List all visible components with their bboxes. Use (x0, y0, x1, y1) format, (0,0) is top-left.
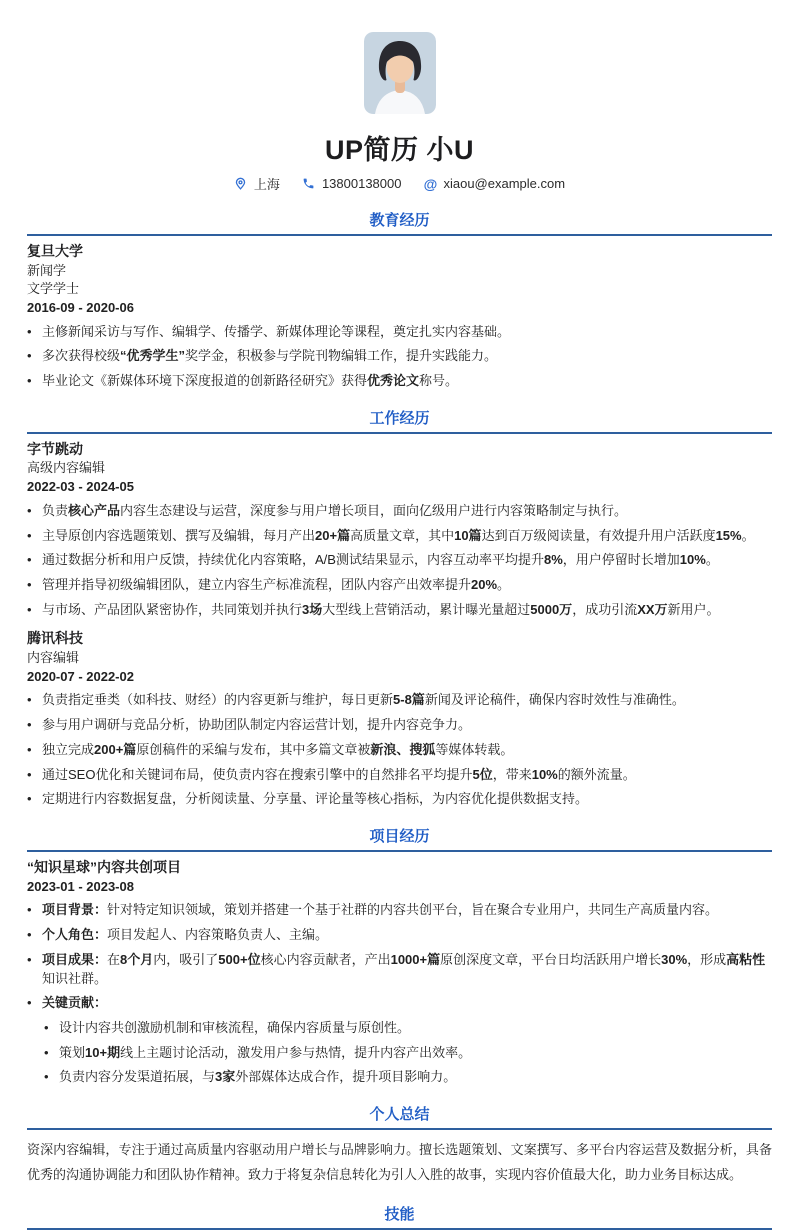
bullet-text: 管理并指导初级编辑团队，建立内容生产标准流程，团队内容产出效率提升20%。 (42, 576, 511, 592)
contact-location (234, 174, 280, 193)
bullet-item (27, 372, 772, 391)
bullet-text: 项目背景：针对特定知识领域，策划并搭建一个基于社群的内容共创平台，旨在聚合专业用户，共同生产高质量内容。 (42, 902, 719, 918)
bullet-item (27, 527, 772, 546)
entry-heading: 复旦大学 (27, 243, 83, 259)
bullet-item (44, 1068, 772, 1087)
bullet-item (27, 926, 772, 945)
entry (27, 859, 772, 1087)
bullet-list (27, 691, 772, 809)
bullet-item (27, 691, 772, 710)
contact-email (423, 176, 565, 191)
bullet-dot-icon: • (27, 323, 32, 339)
section-body-work (27, 434, 772, 809)
bullet-text: 策划10+期线上主题讨论活动，激发用户参与热情，提升内容产出效率。 (59, 1044, 472, 1060)
bullet-item (27, 994, 772, 1013)
bullet-item (27, 741, 772, 760)
bullet-item (27, 951, 772, 988)
candidate-name: UP简历 小U (324, 135, 474, 165)
entry (27, 630, 772, 809)
entry-subtitle: 内容编辑 (27, 649, 80, 665)
bullet-text: 通过SEO优化和关键词布局，使负责内容在搜索引擎中的自然排名平均提升5位，带来10%的额外流量。 (42, 766, 636, 782)
bullet-dot-icon: • (27, 766, 32, 782)
bullet-text: 关键贡献： (42, 995, 108, 1011)
entry (27, 243, 772, 391)
bullet-text: 项目成果：在8个月内，吸引了500+位核心内容贡献者，产出1000+篇原创深度文章，平台日均活跃用户增长30%，形成高粘性知识社群。 (42, 951, 766, 986)
bullet-text: 通过数据分析和用户反馈，持续优化内容策略，A/B测试结果显示，内容互动率平均提升8%，用户停留时长增加10%。 (42, 552, 719, 568)
bullet-item (27, 576, 772, 595)
bullet-text: 设计内容共创激励机制和审核流程，确保内容质量与原创性。 (59, 1020, 411, 1035)
bullet-text: 负责核心产品内容生态建设与运营，深度参与用户增长项目，面向亿级用户进行内容策略制定与执行。 (42, 502, 628, 518)
sections (27, 209, 772, 1230)
bullet-dot-icon: • (27, 791, 32, 807)
bullet-text: 毕业论文《新媒体环境下深度报道的创新路径研究》获得优秀论文称号。 (42, 373, 459, 389)
resume-header (27, 0, 772, 193)
bullet-dot-icon: • (27, 995, 32, 1011)
entry-subtitle: 文学学士 (27, 281, 80, 297)
entry-heading: “知识星球”内容共创项目 (27, 859, 181, 876)
bullet-dot-icon: • (27, 576, 32, 592)
bullet-dot-icon: • (27, 552, 32, 568)
bullet-dot-icon: • (27, 373, 32, 389)
bullet-text: 个人角色：项目发起人、内容策略负责人、主编。 (42, 927, 329, 943)
email-at-icon: @ (423, 175, 438, 192)
entry-date: 2020-07 - 2022-02 (27, 668, 134, 684)
bullet-dot-icon: • (27, 927, 32, 943)
section-title-summary: 个人总结 (27, 1103, 772, 1130)
section-body-projects (27, 852, 772, 1087)
profile-photo-image (364, 32, 436, 114)
bullet-dot-icon: • (27, 902, 32, 918)
bullet-dot-icon: • (27, 502, 32, 518)
bullet-text: 负责内容分发渠道拓展，与3家外部媒体达成合作，提升项目影响力。 (59, 1069, 457, 1085)
bullet-item (27, 347, 772, 366)
bullet-item (27, 323, 772, 342)
section-projects (27, 825, 772, 1087)
bullet-item (44, 1019, 772, 1038)
location-pin-icon (234, 177, 248, 191)
summary-paragraph: 资深内容编辑，专注于通过高质量内容驱动用户增长与品牌影响力。擅长选题策划、文案撰写、多平台内容运营及数据分析，具备优秀的沟通协调能力和团队协作精神。致力于将复杂信息转化为引人入胜的故事，实现内容价值最大化，助力业务目标达成。 (27, 1142, 772, 1182)
entry-subtitle: 新闻学 (27, 262, 67, 278)
bullet-text: 定期进行内容数据复盘，分析阅读量、分享量、评论量等核心指标，为内容优化提供数据支持。 (42, 791, 589, 807)
bullet-text: 主导原创内容选题策划、撰写及编辑，每月产出20+篇高质量文章，其中10篇达到百万级阅读量，有效提升用户活跃度15%。 (42, 527, 755, 543)
contact-phone (302, 176, 402, 191)
section-work (27, 407, 772, 809)
entry-heading: 腾讯科技 (27, 630, 83, 647)
bullet-text: 与市场、产品团队紧密协作，共同策划并执行3场大型线上营销活动，累计曝光量超过5000万，成功引流XX万新用户。 (42, 601, 720, 617)
bullet-dot-icon: • (44, 1044, 49, 1060)
bullet-text: 参与用户调研与竞品分析，协助团队制定内容运营计划，提升内容竞争力。 (42, 717, 472, 733)
profile-photo (364, 32, 436, 114)
bullet-list (27, 323, 772, 391)
entry-date: 2023-01 - 2023-08 (27, 878, 134, 894)
section-title-skills: 技能 (27, 1203, 772, 1230)
bullet-dot-icon: • (27, 717, 32, 733)
contact-row (27, 174, 772, 193)
entry-subtitle: 高级内容编辑 (27, 460, 106, 476)
bullet-item (27, 901, 772, 920)
bullet-dot-icon: • (27, 527, 32, 543)
phone-text: 13800138000 (321, 176, 402, 191)
bullet-item (27, 601, 772, 620)
section-skills (27, 1203, 772, 1230)
bullet-text: 独立完成200+篇原创稿件的采编与发布，其中多篇文章被新浪、搜狐等媒体转载。 (42, 741, 514, 757)
bullet-dot-icon: • (44, 1020, 49, 1035)
location-text: 上海 (253, 177, 280, 192)
bullet-dot-icon: • (27, 692, 32, 708)
bullet-item (27, 551, 772, 570)
bullet-text: 负责指定垂类（如科技、财经）的内容更新与维护，每日更新5-8篇新闻及评论稿件，确保内容时效性与准确性。 (42, 692, 685, 708)
bullet-dot-icon: • (27, 741, 32, 757)
bullet-text: 主修新闻采访与写作、编辑学、传播学、新媒体理论等课程，奠定扎实内容基础。 (42, 323, 511, 339)
bullet-item (27, 766, 772, 785)
section-body-education (27, 236, 772, 391)
bullet-dot-icon: • (27, 951, 32, 967)
bullet-item (27, 502, 772, 521)
section-summary (27, 1103, 772, 1187)
section-title-work: 工作经历 (27, 407, 772, 434)
entry-date: 2016-09 - 2020-06 (27, 299, 134, 315)
entry-date: 2022-03 - 2024-05 (27, 478, 134, 494)
bullet-item (27, 716, 772, 735)
entry-heading: 字节跳动 (27, 440, 83, 457)
entry (27, 441, 772, 620)
email-text: xiaou@example.com (443, 176, 566, 191)
bullet-item (27, 790, 772, 809)
section-title-education: 教育经历 (27, 209, 772, 236)
bullet-list (27, 901, 772, 1087)
bullet-dot-icon: • (27, 348, 32, 364)
bullet-text: 多次获得校级“优秀学生”奖学金，积极参与学院刊物编辑工作，提升实践能力。 (42, 348, 498, 364)
phone-icon (302, 177, 316, 191)
bullet-item (44, 1044, 772, 1063)
section-title-projects: 项目经历 (27, 825, 772, 852)
bullet-dot-icon: • (44, 1069, 49, 1085)
bullet-list (27, 502, 772, 620)
bullet-dot-icon: • (27, 601, 32, 617)
section-education (27, 209, 772, 391)
